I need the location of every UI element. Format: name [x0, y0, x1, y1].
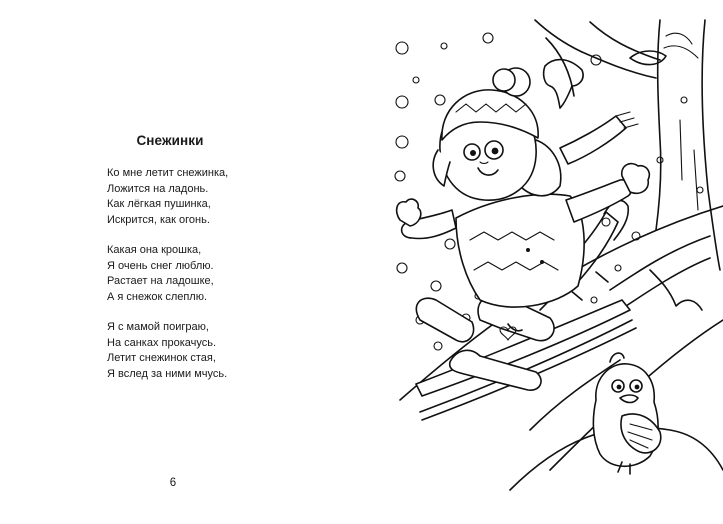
page-number: 6 — [169, 477, 177, 489]
stanza-2 — [107, 243, 347, 305]
poem-line: Я очень снег люблю. — [107, 259, 214, 272]
poem-line: Как лёгкая пушинка, — [107, 198, 211, 210]
child-on-sled-illustration — [360, 0, 723, 524]
poem-line: Я вслед за ними мчусь. — [107, 367, 228, 380]
left-page — [0, 0, 360, 524]
poem-body — [107, 166, 347, 397]
poem-line: Летит снежинок стая, — [107, 352, 216, 364]
poem-line: Растает на ладошке, — [107, 275, 214, 287]
poem-title: Снежинки — [136, 133, 204, 148]
stanza-3 — [107, 320, 347, 382]
poem-line: На санках прокачусь. — [107, 336, 217, 349]
poem-line: А я снежок слеплю. — [107, 290, 208, 303]
poem-line: Какая она крошка, — [107, 244, 202, 256]
poem-line: Ко мне летит снежинка, — [107, 167, 229, 179]
poem-line: Ложится на ладонь. — [107, 182, 209, 195]
stanza-1 — [107, 166, 347, 228]
poem-line: Я с мамой поиграю, — [107, 321, 209, 333]
poem-line: Искрится, как огонь. — [107, 213, 210, 226]
illustration-page — [360, 0, 723, 524]
